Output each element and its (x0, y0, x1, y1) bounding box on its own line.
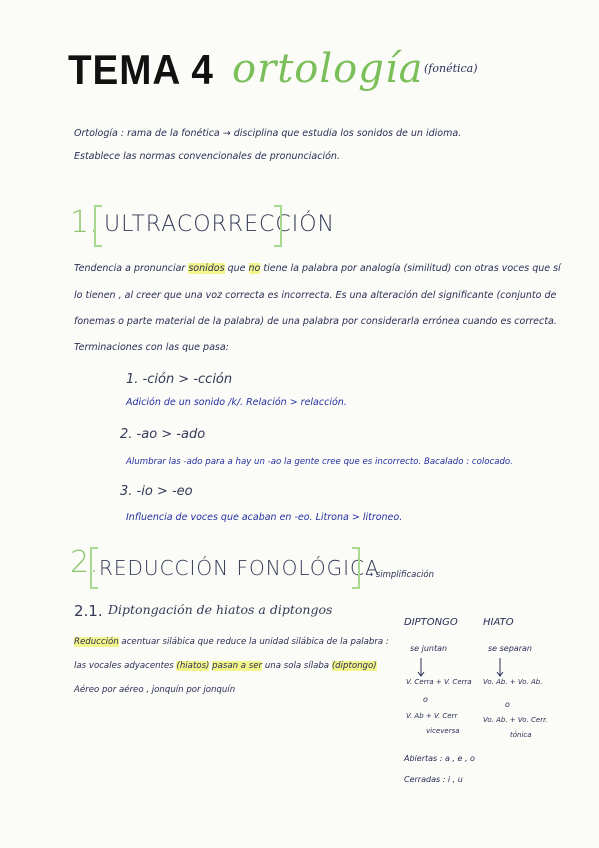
subsection-2-1-number: 2.1. (74, 602, 103, 620)
intro-line-1: Ortología : rama de la fonética → disciplina que estudia los sonidos de un idioma. (74, 128, 462, 139)
termination-item-3-desc: Influencia de voces que acaban en -eo. Litrona > litroneo. (126, 512, 403, 523)
page-title: TEMA 4 (68, 46, 214, 93)
intro-line-2: Establece las normas convencionales de pronunciación. (74, 151, 340, 162)
diagram-col-diptongo-title: DIPTONGO (404, 617, 458, 628)
section-1-paragraph-line-2: lo tienen , al creer que una voz correcta es incorrecta. Es una alteración del significante (conjunto de (74, 290, 557, 301)
section-2-paragraph-line-3: Aéreo por aéreo , jonquín por jonquín (74, 685, 236, 695)
terminations-label: Terminaciones con las que pasa: (74, 342, 229, 353)
subsection-2-1-title: Diptongación de hiatos a diptongos (108, 602, 333, 617)
section-2-bracket-left (90, 547, 98, 589)
diagram-col-hiato-sub: se separan (488, 644, 532, 653)
diagram-col-hiato-title: HIATO (483, 617, 514, 628)
section-1-paragraph-line-3: fonemas o parte material de la palabra) de una palabra por considerarla errónea cuando es correcta. (74, 316, 557, 327)
section-2-title: REDUCCIÓN FONOLÓGICA (99, 556, 380, 580)
diagram-abiertas: Abiertas : a , e , o (404, 754, 475, 763)
section-2-paragraph-line-1: Reducción acentuar silábica que reduce la unidad silábica de la palabra : (74, 637, 389, 647)
section-1-bracket-right (274, 205, 282, 247)
section-1-bracket-left (94, 205, 102, 247)
termination-item-1-desc: Adición de un sonido /k/. Relación > relacción. (126, 397, 347, 408)
section-2-number: 2. (70, 545, 99, 580)
diagram-col-hiato-a: Vo. Ab. + Vo. Ab. (483, 678, 543, 686)
diagram-col-diptongo-or: o (423, 695, 428, 704)
diagram-col-hiato-or: o (505, 700, 510, 709)
diagram-col-diptongo-a: V. Cerra + V. Cerra (406, 678, 472, 686)
section-1-number: 1. (70, 205, 99, 240)
page-subtitle: ortología (232, 46, 424, 92)
termination-item-2-head: 2. -ao > -ado (120, 427, 206, 442)
termination-item-3-head: 3. -io > -eo (120, 484, 193, 499)
diagram-col-diptongo-b2: viceversa (426, 727, 460, 735)
title-note: (fonética) (424, 62, 478, 75)
termination-item-1-head: 1. -ción > -cción (126, 372, 233, 387)
section-1-paragraph-line-1: Tendencia a pronunciar sonidos que no tiene la palabra por analogía (similitud) con otras voces que sí (74, 263, 561, 274)
diagram-col-hiato-b1: Vo. Ab. + Vo. Cerr. (483, 716, 548, 724)
diagram-col-hiato-b2: tónica (510, 731, 532, 739)
termination-item-2-desc: Alumbrar las -ado para a hay un -ao la gente cree que es incorrecto. Bacalado : colocado. (126, 457, 513, 467)
diagram-col-diptongo-sub: se juntan (410, 644, 448, 653)
diagram-cerradas: Cerradas : i , u (404, 775, 463, 784)
diagram-col-diptongo-b1: V. Ab + V. Cerr (406, 712, 458, 720)
section-2-bracket-right (352, 547, 360, 589)
section-1-title: ULTRACORRECCIÓN (104, 212, 335, 237)
section-2-note: → simplificación (366, 570, 435, 580)
section-2-paragraph-line-2: las vocales adyacentes (hiatos) pasan a ser una sola sílaba (diptongo) (74, 661, 377, 671)
